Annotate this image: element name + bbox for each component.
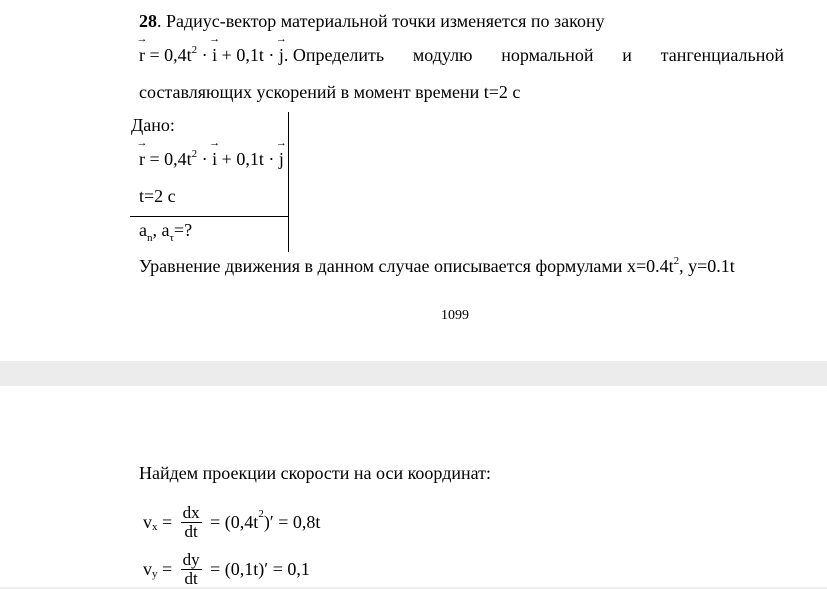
vy-fraction [181, 551, 202, 588]
problem-line-2 [139, 44, 784, 69]
formula-dot: · [197, 149, 213, 169]
vx-eq: = [157, 512, 177, 532]
velocity-heading: Найдем проекции скорости на оси координат: [139, 463, 492, 483]
vector-i: → i [212, 148, 217, 170]
formula-plus: + 0,1t · [217, 45, 279, 65]
statement-word-0: . Определить [283, 45, 385, 65]
vx-numerator: dx [182, 502, 200, 522]
vector-j: → j [279, 44, 284, 66]
vx-denominator: dt [184, 521, 198, 541]
statement-word-4: тангенциальной [660, 45, 784, 65]
equations-before: Уравнение движения в данном случае описывается формулами x=0.4t [139, 256, 674, 276]
vector-i: → i [212, 44, 217, 66]
given-heading: Дано: [131, 115, 175, 135]
vy-equation [143, 549, 310, 589]
problem-number: 28 [139, 11, 157, 31]
statement-word-3: и [622, 45, 632, 65]
equations-exp: 2 [673, 255, 680, 267]
formula-part-eq: = 0,4t [145, 149, 192, 169]
given-time: t=2 с [139, 186, 176, 206]
vy-symbol: v [143, 559, 152, 579]
vy-denominator: dt [184, 568, 198, 588]
vx-rhs-post: )′ = 0,8t [263, 512, 321, 532]
vx-symbol: v [143, 512, 152, 532]
vx-sub: x [152, 521, 158, 533]
vy-eq: = [157, 559, 177, 579]
vy-numerator: dy [182, 549, 200, 569]
given-divider-horizontal [130, 216, 289, 217]
vy-rhs: = (0,1t)′ = 0,1 [205, 559, 310, 579]
find-sub-n: n [147, 232, 153, 244]
formula-exponent: 2 [191, 148, 198, 160]
problem-line-1 [139, 10, 605, 32]
equations-after: , y=0.1t [679, 256, 735, 276]
page-2 [0, 386, 827, 587]
formula-plus: + 0,1t · [217, 149, 279, 169]
page-number: 1099 [441, 308, 469, 323]
find-sep: , a [152, 220, 170, 240]
find-a: a [139, 220, 147, 240]
vector-j: → j [279, 148, 284, 170]
equations-text [139, 255, 735, 280]
formula-exponent: 2 [191, 44, 198, 56]
vy-sub: y [152, 568, 158, 580]
vx-rhs-exp: 2 [258, 508, 264, 520]
statement-word-2: нормальной [501, 45, 594, 65]
formula-part-eq: = 0,4t [145, 45, 192, 65]
problem-line-3: составляющих ускорений в момент времени t=2 с [139, 82, 521, 102]
vx-rhs-pre: = (0,4t [205, 512, 259, 532]
given-formula [139, 148, 284, 173]
radius-vector-formula [139, 44, 384, 69]
vx-fraction [181, 504, 202, 541]
problem-line-2-justified [139, 44, 784, 69]
given-divider-vertical [288, 112, 289, 252]
vector-r: → r [139, 148, 145, 170]
problem-statement-1: . Радиус-вектор материальной точки изменяется по закону [157, 11, 605, 31]
vx-equation [143, 502, 320, 542]
given-find [139, 219, 192, 244]
find-sub-tau: τ [169, 232, 174, 244]
vector-r: → r [139, 44, 145, 66]
formula-dot: · [197, 45, 213, 65]
find-question: =? [173, 220, 193, 240]
statement-word-1: модулю [412, 45, 473, 65]
